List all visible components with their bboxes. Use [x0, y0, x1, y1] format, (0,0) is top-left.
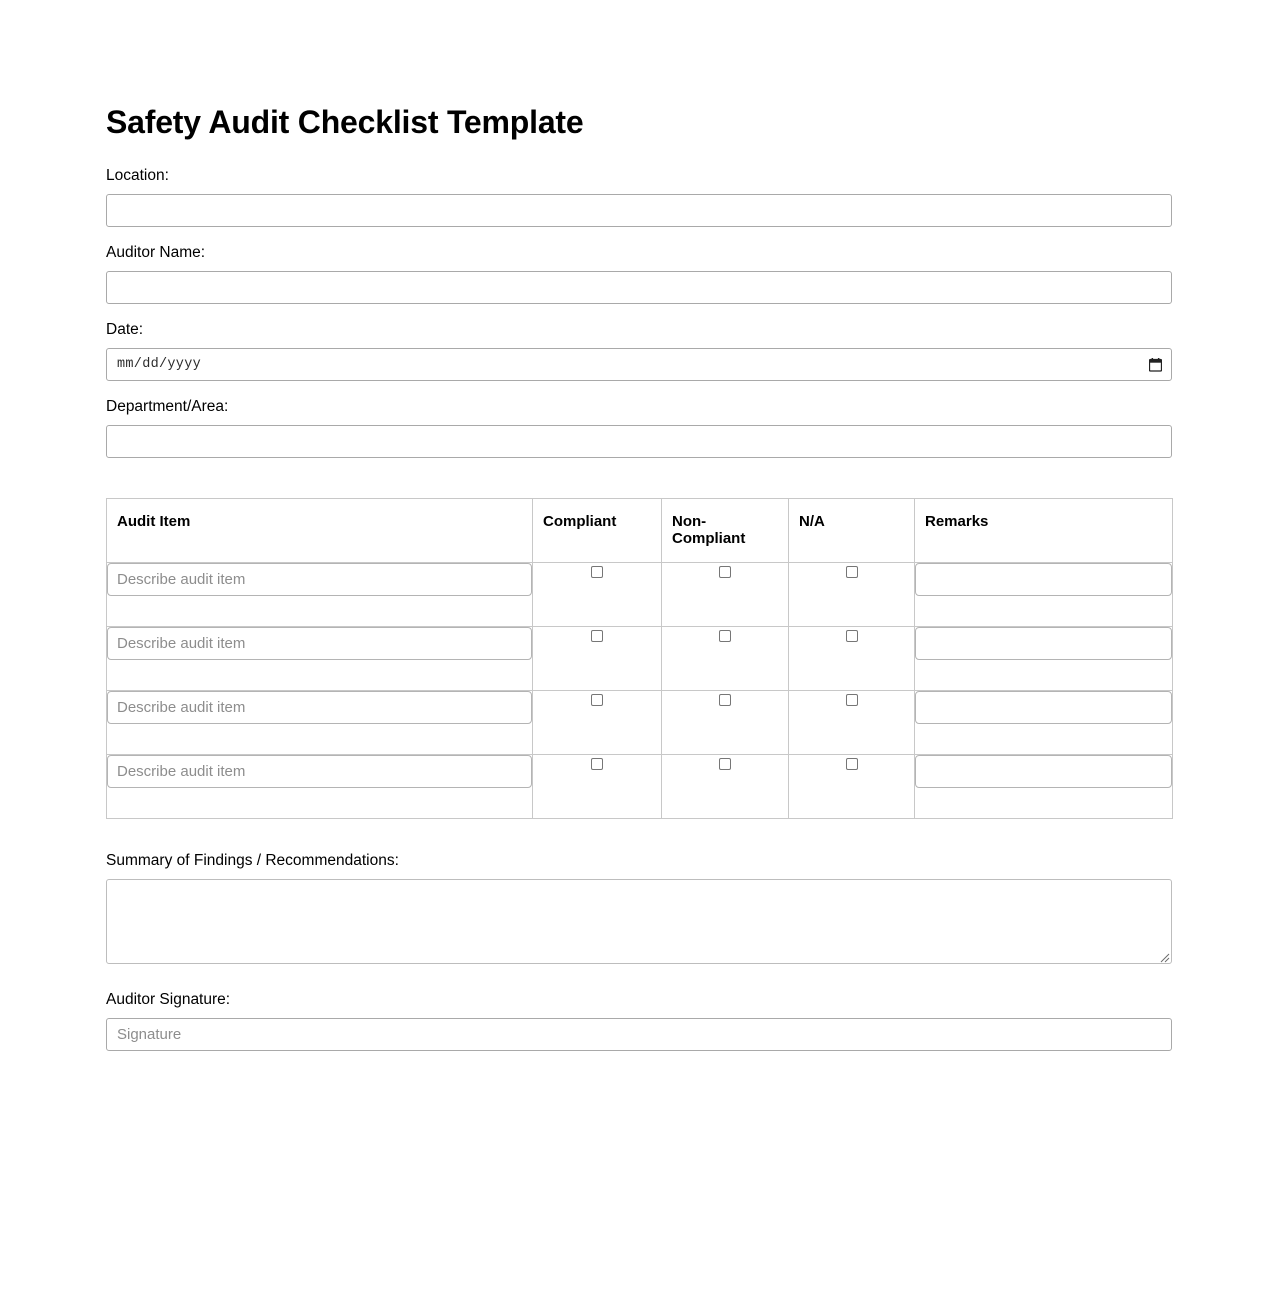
audit-item-input[interactable]: [107, 627, 532, 660]
na-cell: [789, 563, 915, 627]
safety-audit-form: [106, 105, 1172, 1051]
column-header-na: N/A: [789, 499, 915, 563]
non-compliant-checkbox[interactable]: [719, 630, 731, 642]
non-compliant-checkbox[interactable]: [719, 758, 731, 770]
signature-input[interactable]: [106, 1018, 1172, 1051]
audit-item-input[interactable]: [107, 691, 532, 724]
auditor-name-label: Auditor Name:: [106, 244, 206, 262]
audit-table-head: [107, 499, 1173, 563]
na-checkbox[interactable]: [846, 630, 858, 642]
remarks-input[interactable]: [915, 691, 1172, 724]
na-checkbox[interactable]: [846, 758, 858, 770]
audit-item-cell: [107, 691, 533, 755]
remarks-cell: [915, 563, 1173, 627]
non-compliant-cell: [662, 627, 789, 691]
department-input[interactable]: [106, 425, 1172, 458]
compliant-cell: [533, 691, 662, 755]
remarks-cell: [915, 755, 1173, 819]
compliant-checkbox[interactable]: [591, 630, 603, 642]
na-cell: [789, 627, 915, 691]
compliant-cell: [533, 755, 662, 819]
audit-item-cell: [107, 627, 533, 691]
auditor-name-field-block: [106, 243, 1172, 304]
non-compliant-cell: [662, 755, 789, 819]
auditor-name-input[interactable]: [106, 271, 1172, 304]
compliant-checkbox[interactable]: [591, 694, 603, 706]
na-cell: [789, 755, 915, 819]
audit-table-wrapper: [106, 498, 1172, 819]
column-header-compliant: Compliant: [533, 499, 662, 563]
department-label: Department/Area:: [106, 398, 229, 416]
summary-textarea-shell: [106, 879, 1172, 964]
summary-label: Summary of Findings / Recommendations:: [106, 852, 399, 870]
signature-label: Auditor Signature:: [106, 991, 231, 1009]
calendar-icon[interactable]: [1149, 358, 1162, 372]
date-placeholder-text: mm/dd/yyyy: [117, 357, 202, 373]
audit-item-cell: [107, 563, 533, 627]
audit-checklist-table: [106, 498, 1173, 819]
table-row: [107, 627, 1173, 691]
remarks-cell: [915, 627, 1173, 691]
page-title: Safety Audit Checklist Template: [106, 104, 584, 140]
date-input[interactable]: [106, 348, 1172, 381]
non-compliant-checkbox[interactable]: [719, 566, 731, 578]
compliant-cell: [533, 627, 662, 691]
remarks-cell: [915, 691, 1173, 755]
audit-item-input[interactable]: [107, 563, 532, 596]
non-compliant-cell: [662, 563, 789, 627]
audit-item-cell: [107, 755, 533, 819]
department-field-block: [106, 397, 1172, 458]
remarks-input[interactable]: [915, 563, 1172, 596]
compliant-cell: [533, 563, 662, 627]
table-row: [107, 563, 1173, 627]
column-header-remarks: Remarks: [915, 499, 1173, 563]
remarks-input[interactable]: [915, 627, 1172, 660]
table-row: [107, 691, 1173, 755]
audit-item-input[interactable]: [107, 755, 532, 788]
remarks-input[interactable]: [915, 755, 1172, 788]
date-field-block: [106, 320, 1172, 381]
audit-table-header-row: [107, 499, 1173, 563]
column-header-non-compliant: Non-Compliant: [662, 499, 789, 563]
na-checkbox[interactable]: [846, 694, 858, 706]
date-label: Date:: [106, 321, 144, 339]
signature-field-block: [106, 990, 1172, 1051]
summary-textarea[interactable]: [106, 879, 1172, 964]
location-label: Location:: [106, 167, 169, 185]
table-row: [107, 755, 1173, 819]
compliant-checkbox[interactable]: [591, 566, 603, 578]
location-input[interactable]: [106, 194, 1172, 227]
location-field-block: [106, 166, 1172, 227]
column-header-audit-item: Audit Item: [107, 499, 533, 563]
na-checkbox[interactable]: [846, 566, 858, 578]
na-cell: [789, 691, 915, 755]
summary-field-block: [106, 851, 1172, 964]
non-compliant-checkbox[interactable]: [719, 694, 731, 706]
non-compliant-cell: [662, 691, 789, 755]
audit-table-body: [107, 563, 1173, 819]
compliant-checkbox[interactable]: [591, 758, 603, 770]
